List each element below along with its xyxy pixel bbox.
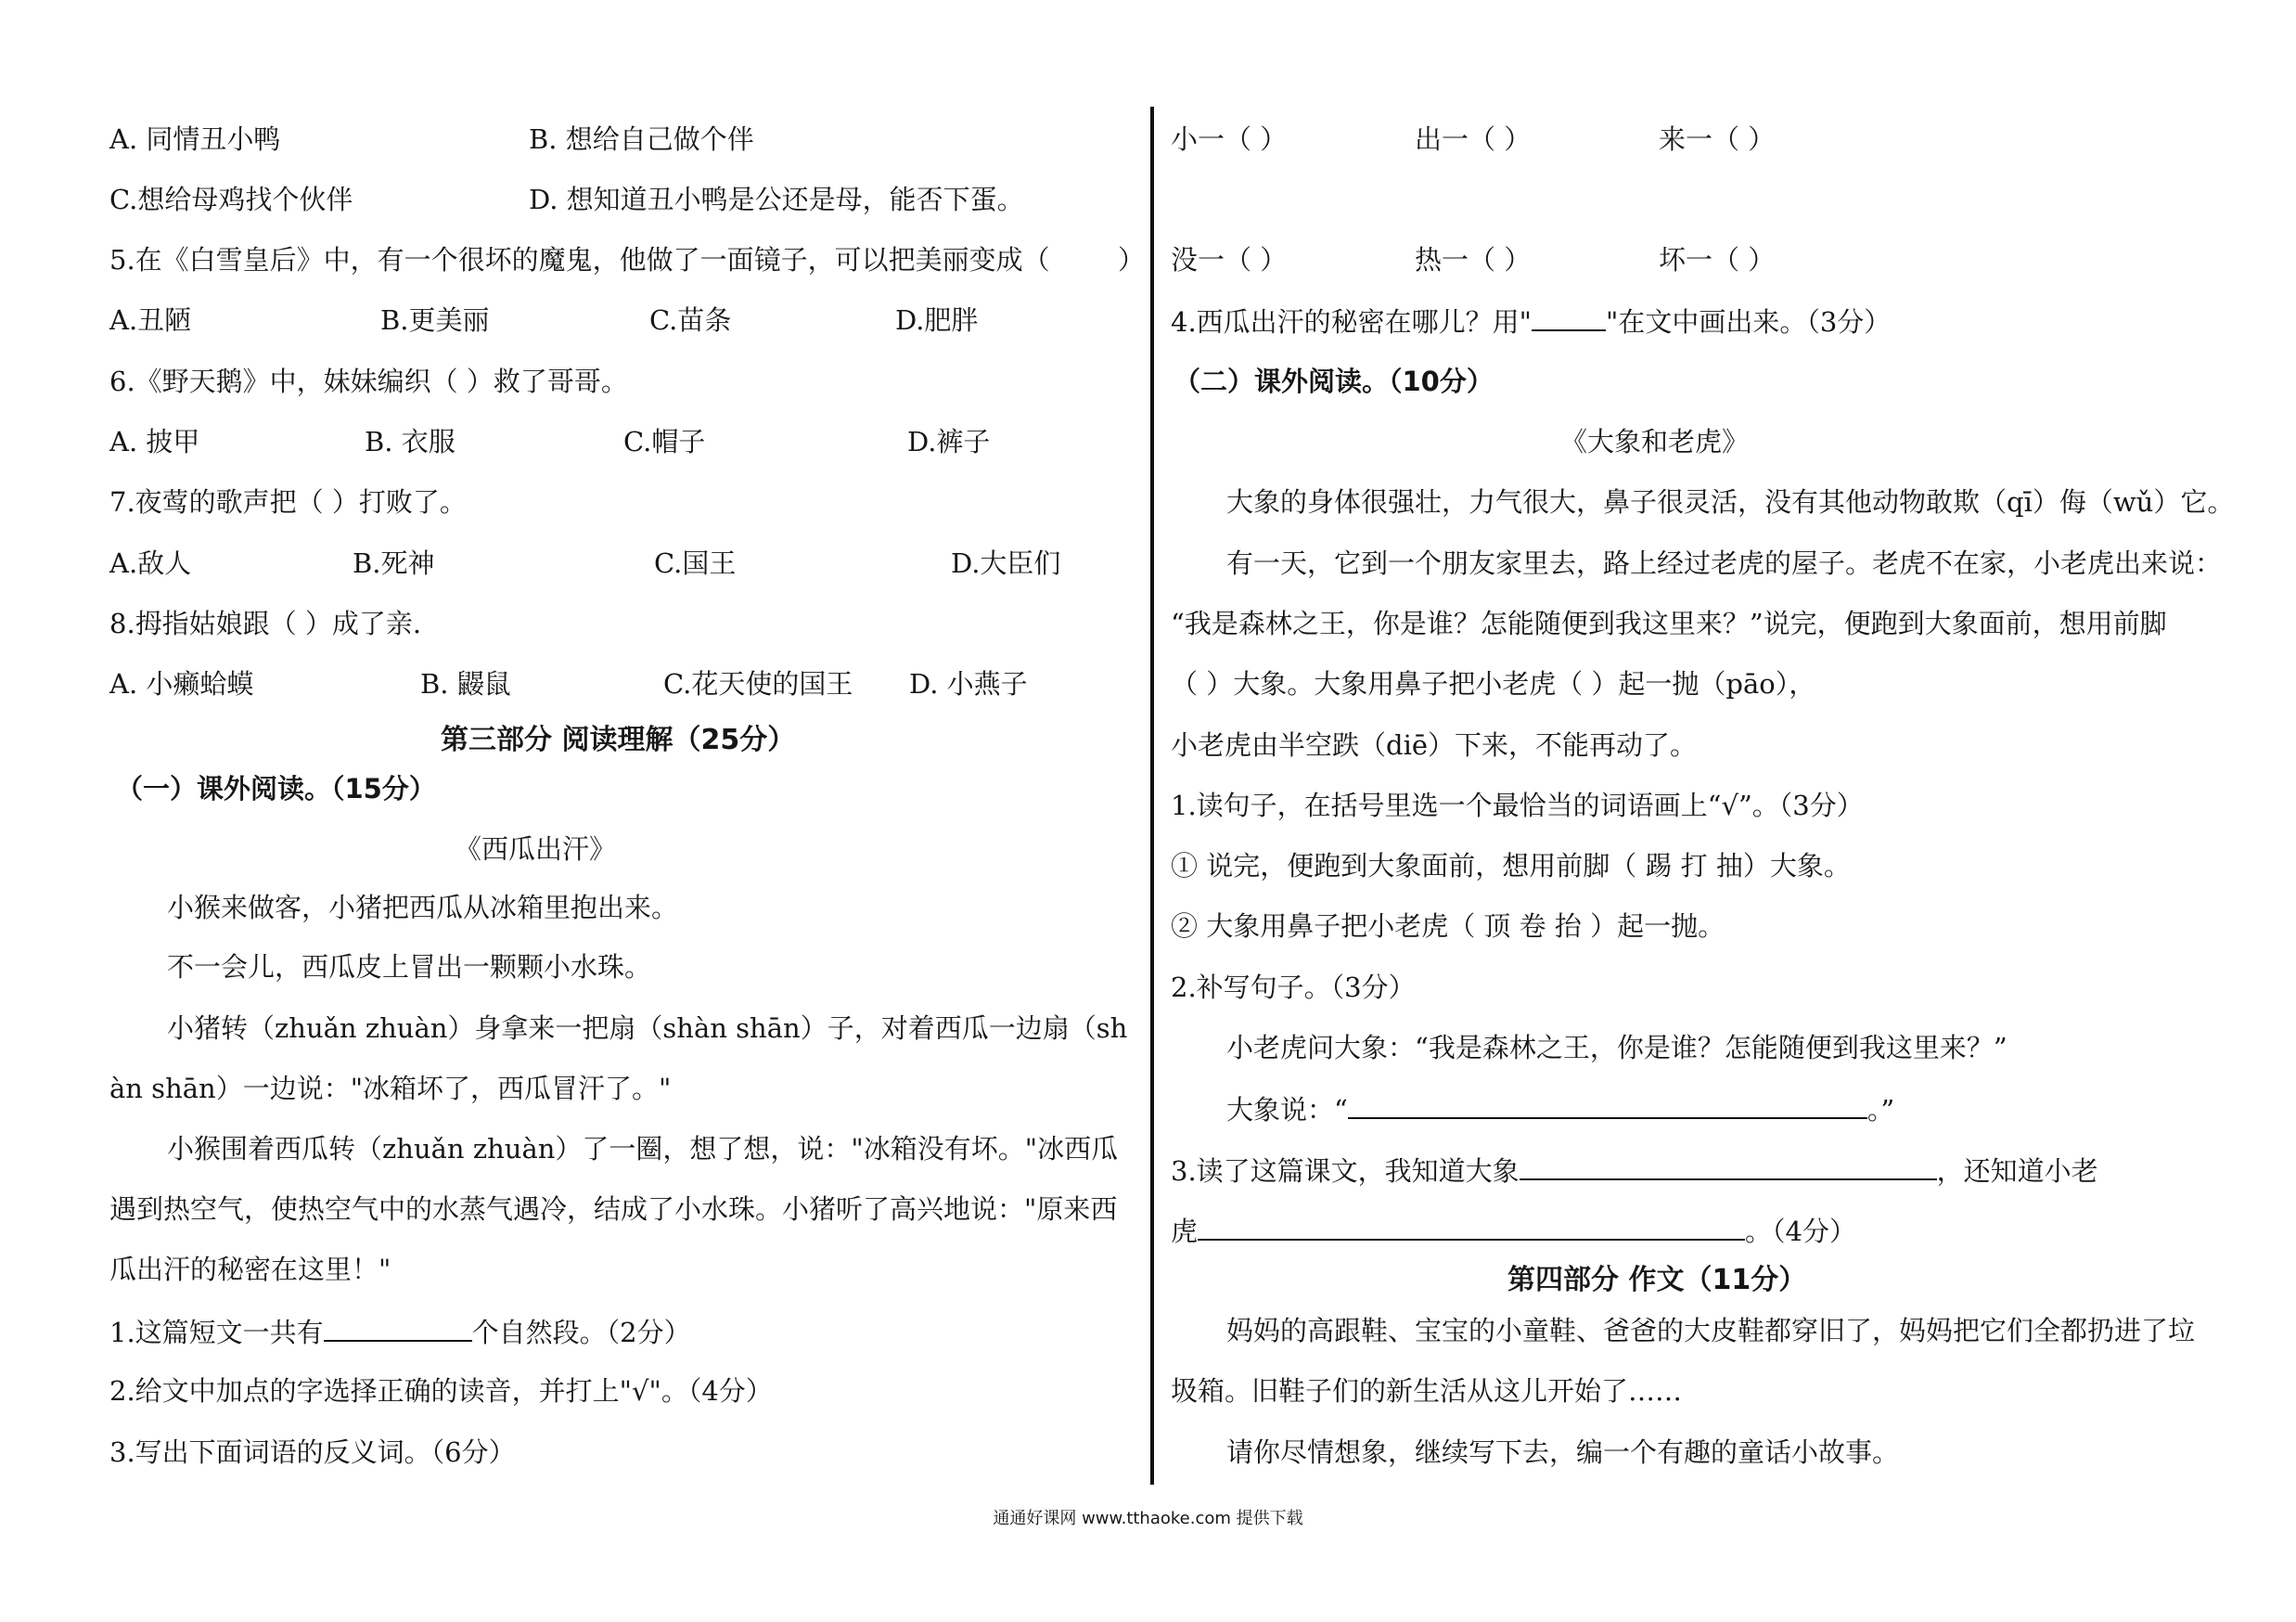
antonym-item: 小一（ ） <box>1171 123 1288 155</box>
story1-line: 小猴围着西瓜转（zhuǎn zhuàn）了一圈，想了想，说："冰箱没有坏。"冰西瓜 <box>167 1133 1119 1165</box>
story2-line: 有一天，它到一个朋友家里去，路上经过老虎的屋子。老虎不在家，小老虎出来说： <box>1226 547 2223 579</box>
story1-line: 遇到热空气，使热空气中的水蒸气遇冷，结成了小水珠。小猪听了高兴地说："原来西 <box>109 1193 1118 1225</box>
q7-option-c: C.国王 <box>654 547 737 579</box>
q5-option-a: A.丑陋 <box>109 304 192 336</box>
part4-title: 第四部分 作文（11分） <box>1507 1264 1807 1296</box>
question-8: 8.拇指姑娘跟（ ）成了亲. <box>109 608 422 639</box>
s2-question-2: 2.补写句子。（3分） <box>1171 972 1416 1003</box>
q7-option-a: A.敌人 <box>109 547 192 579</box>
antonym-item: 出一（ ） <box>1415 123 1532 155</box>
q5-option-b: B.更美丽 <box>380 304 490 336</box>
q7-option-d: D.大臣们 <box>951 547 1061 579</box>
s1-question-3: 3.写出下面词语的反义词。（6分） <box>109 1436 516 1468</box>
q4-option-d: D. 想知道丑小鸭是公还是母，能否下蛋。 <box>529 184 1024 215</box>
part3-title: 第三部分 阅读理解（25分） <box>441 724 796 756</box>
section1-title: （一）课外阅读。（15分） <box>116 773 436 805</box>
s2-question-3-cont <box>1171 1211 1856 1250</box>
story2-line: 大象的身体很强壮，力气很大，鼻子很灵活，没有其他动物敢欺（qī）侮（wǔ）它。 <box>1226 486 2235 518</box>
story2-line: （ ）大象。大象用鼻子把小老虎（ ）起一抛（pāo）， <box>1171 668 1816 700</box>
story1-line: 小猴来做客，小猪把西瓜从冰箱里抱出来。 <box>167 892 679 923</box>
q4-option-c: C.想给母鸡找个伙伴 <box>109 184 353 215</box>
question-5: 5.在《白雪皇后》中，有一个很坏的魔鬼，他做了一面镜子，可以把美丽变成（ <box>109 244 1050 276</box>
story2-line: 小老虎由半空跌（diē）下来，不能再动了。 <box>1171 729 1698 761</box>
q8-option-b: B. 鼹鼠 <box>420 668 511 700</box>
question-6: 6.《野天鹅》中，妹妹编织（ ）救了哥哥。 <box>109 366 628 397</box>
column-divider <box>1150 107 1154 1485</box>
s2q3-text-c: 虎 <box>1171 1216 1199 1247</box>
essay-line: 妈妈的高跟鞋、宝宝的小童鞋、爸爸的大皮鞋都穿旧了，妈妈把它们全都扔进了垃 <box>1226 1315 2196 1346</box>
q8-option-a: A. 小癞蛤蟆 <box>109 668 254 700</box>
story1-line: 不一会儿，西瓜皮上冒出一颗颗小水珠。 <box>167 951 652 983</box>
s2q3-text: 3.读了这篇课文，我知道大象 <box>1171 1155 1520 1187</box>
answer-blank[interactable] <box>1198 1211 1745 1241</box>
question-7: 7.夜莺的歌声把（ ）打败了。 <box>109 486 467 518</box>
antonym-item: 坏一（ ） <box>1659 244 1776 276</box>
answer-blank[interactable] <box>1348 1089 1867 1119</box>
q7-option-b: B.死神 <box>353 547 435 579</box>
essay-line: 圾箱。旧鞋子们的新生活从这儿开始了…… <box>1171 1375 1683 1407</box>
antonym-item: 没一（ ） <box>1171 244 1288 276</box>
story1-title: 《西瓜出汗》 <box>455 833 617 865</box>
footer: 通通好课网 www.tthaoke.com 提供下载 <box>993 1509 1303 1528</box>
story1-line: 小猪转（zhuǎn zhuàn）身拿来一把扇（shàn shān）子，对着西瓜一边扇（sh <box>167 1012 1128 1044</box>
story2-line: “我是森林之王，你是谁？怎能随便到我这里来？”说完，便跑到大象面前，想用前脚 <box>1171 608 2167 639</box>
story2-title: 《大象和老虎》 <box>1560 426 1750 457</box>
antonym-item: 热一（ ） <box>1415 244 1532 276</box>
story1-line: 瓜出汗的秘密在这里！" <box>109 1254 391 1285</box>
s1q4-text-end: "在文中画出来。（3分） <box>1606 306 1892 338</box>
s2-question-2-answer <box>1226 1089 1894 1128</box>
q6-option-d: D.裤子 <box>907 426 991 457</box>
s1-question-1 <box>109 1312 691 1351</box>
answer-blank[interactable] <box>324 1312 472 1342</box>
essay-line: 请你尽情想象，继续写下去，编一个有趣的童话小故事。 <box>1226 1436 1900 1468</box>
s2q3-text-mid: ，还知道小老 <box>1936 1155 2098 1187</box>
s1-question-4 <box>1171 302 1891 341</box>
question-5-paren-end: ） <box>1118 244 1146 276</box>
s2-question-1: 1.读句子，在括号里选一个最恰当的词语画上“√”。（3分） <box>1171 790 1864 821</box>
q8-option-c: C.花天使的国王 <box>663 668 853 700</box>
q5-option-c: C.苗条 <box>649 304 732 336</box>
s2q2-text-end: 。” <box>1866 1094 1895 1126</box>
s2q2-text: 大象说：“ <box>1226 1094 1348 1126</box>
s2-question-3 <box>1171 1151 2098 1190</box>
q4-option-a: A. 同情丑小鸭 <box>109 123 281 155</box>
story1-line: àn shān）一边说："冰箱坏了，西瓜冒汗了。" <box>109 1073 672 1104</box>
q6-option-c: C.帽子 <box>623 426 706 457</box>
antonym-item: 来一（ ） <box>1659 123 1776 155</box>
s1q1-text-end: 个自然段。（2分） <box>471 1317 691 1348</box>
answer-blank[interactable] <box>1520 1151 1937 1180</box>
q4-option-b: B. 想给自己做个伴 <box>529 123 754 155</box>
q8-option-d: D. 小燕子 <box>909 668 1028 700</box>
s1q4-text: 4.西瓜出汗的秘密在哪儿？用" <box>1171 306 1533 338</box>
s2q3-text-end: 。（4分） <box>1745 1216 1856 1247</box>
s2-question-1-item2: ② 大象用鼻子把小老虎（ 顶 卷 抬 ）起一抛。 <box>1171 910 1725 942</box>
q6-option-a: A. 披甲 <box>109 426 200 457</box>
s2-question-1-item1: ① 说完，便跑到大象面前，想用前脚（ 踢 打 抽）大象。 <box>1171 850 1851 882</box>
q6-option-b: B. 衣服 <box>365 426 455 457</box>
s2-question-2-prompt: 小老虎问大象：“我是森林之王，你是谁？怎能随便到我这里来？” <box>1226 1032 2007 1063</box>
s1-question-2: 2.给文中加点的字选择正确的读音，并打上"√"。（4分） <box>109 1375 773 1407</box>
s1q1-text: 1.这篇短文一共有 <box>109 1317 324 1348</box>
q5-option-d: D.肥胖 <box>895 304 979 336</box>
underline-sample <box>1532 302 1606 331</box>
section2-title: （二）课外阅读。（10分） <box>1174 366 1494 397</box>
